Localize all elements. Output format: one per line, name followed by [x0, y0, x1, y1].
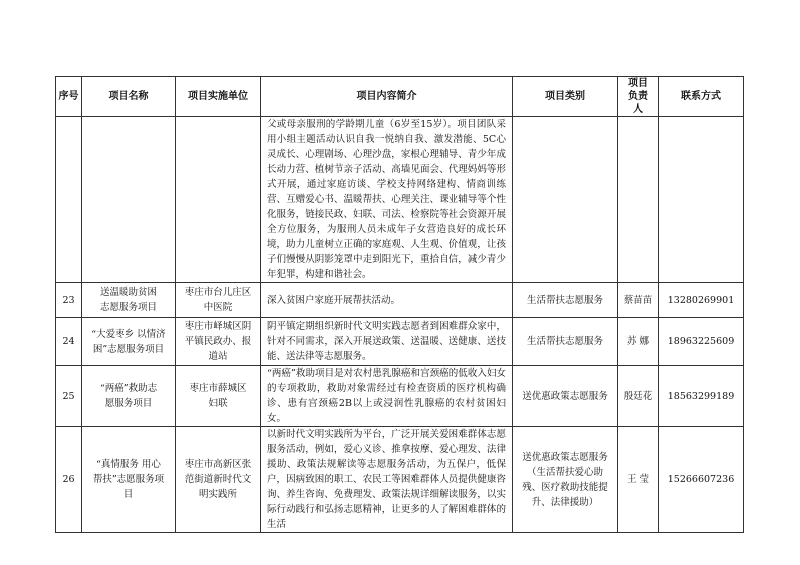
header-phone: 联系方式	[659, 77, 744, 117]
table-row	[56, 283, 744, 318]
cell-phone: 13280269901	[659, 283, 744, 318]
header-name: 项目名称	[82, 77, 176, 117]
cell-leader: 殷廷花	[618, 366, 659, 427]
cell-content: “两癌”救助项目是对农村患乳腺癌和宫颈癌的低收入妇女的专项救助，救助对象需经过有检查资质的医疗机构确诊、患有宫颈癌2B以上或浸润性乳腺癌的农村贫困妇女。	[261, 366, 513, 427]
cell-empty	[56, 117, 82, 283]
cell-name: “真情服务 用心帮扶”志愿服务项目	[82, 427, 176, 533]
table-row-continuation	[56, 117, 744, 283]
cell-content: 阴平镇定期组织新时代文明实践志愿者到困难群众家中，针对不同需求，深入开展送政策、送温暖、送健康、送技能、送法律等志愿服务。	[261, 318, 513, 366]
cell-leader: 苏 娜	[618, 318, 659, 366]
header-row	[56, 77, 744, 117]
cell-unit: 枣庄市峄城区阴平镇民政办、报道站	[176, 318, 261, 366]
cell-category: 生活帮扶志愿服务	[513, 318, 618, 366]
cell-category: 送优惠政策志愿服务	[513, 366, 618, 427]
cell-no: 24	[56, 318, 82, 366]
header-unit: 项目实施单位	[176, 77, 261, 117]
table-row	[56, 318, 744, 366]
project-table	[55, 76, 744, 533]
cell-phone: 18963225609	[659, 318, 744, 366]
header-category: 项目类别	[513, 77, 618, 117]
cell-content: 父或母亲服刑的学龄期儿童（6岁至15岁）。项目团队采用小组主题活动认识自我一悦纳自我、激发潜能、5C心灵成长、心理剧场、心理沙盘，家根心理辅导、青少年成长动力营、植树节亲子活动、高墙见面会、代理妈妈等形式开展，通过家庭访谈、学校支持网络建构、情商训练营、互赠爱心书、温暖帮扶、心理关注、课业辅导等个性化服务，链接民政、妇联、司法、检察院等社会资源开展全方位服务，为服刑人员未成年子女营造良好的成长环境，助力儿童树立正确的家庭观、人生观、价值观，让孩子们慢慢从阴影笼罩中走到阳光下，重拾自信，减少青少年犯罪，构建和谐社会。	[261, 117, 513, 283]
cell-unit: 枣庄市高新区张范街道新时代文明实践所	[176, 427, 261, 533]
cell-unit: 枣庄市台儿庄区中医院	[176, 283, 261, 318]
cell-empty	[82, 117, 176, 283]
cell-no: 26	[56, 427, 82, 533]
cell-phone: 15266607236	[659, 427, 744, 533]
header-leader-text: 项目负责人	[628, 78, 648, 115]
cell-empty	[176, 117, 261, 283]
cell-unit: 枣庄市薛城区妇联	[176, 366, 261, 427]
cell-no: 25	[56, 366, 82, 427]
cell-empty	[513, 117, 618, 283]
cell-content: 以新时代文明实践所为平台，广泛开展关爱困难群体志愿服务活动，例如，爱心义诊、推拿按摩、爱心理发、法律援助、政策法规解读等志愿服务活动，为五保户，低保户，因病致困的职工、农民工等困难群体人员提供健康咨询、养生咨询、免费理发、政策法规详细解读服务，以实际行动践行和弘扬志愿精神，让更多的人了解困难群体的生活	[261, 427, 513, 533]
header-no: 序号	[56, 77, 82, 117]
cell-name: “大爱枣乡 以情济困”志愿服务项目	[82, 318, 176, 366]
header-leader	[618, 77, 659, 117]
cell-leader: 王 莹	[618, 427, 659, 533]
header-content: 项目内容简介	[261, 77, 513, 117]
table-row	[56, 366, 744, 427]
cell-no: 23	[56, 283, 82, 318]
cell-phone: 18563299189	[659, 366, 744, 427]
cell-empty	[659, 117, 744, 283]
cell-category: 生活帮扶志愿服务	[513, 283, 618, 318]
cell-content: 深入贫困户家庭开展帮扶活动。	[261, 283, 513, 318]
cell-name: “两癌”救助志愿服务项目	[82, 366, 176, 427]
cell-empty	[618, 117, 659, 283]
cell-leader: 蔡苗苗	[618, 283, 659, 318]
table-row	[56, 427, 744, 533]
cell-category: 送优惠政策志愿服务（生活帮扶爱心助残、医疗救助技能提升、法律援助）	[513, 427, 618, 533]
cell-name: 送温暖助贫困志愿服务项目	[82, 283, 176, 318]
